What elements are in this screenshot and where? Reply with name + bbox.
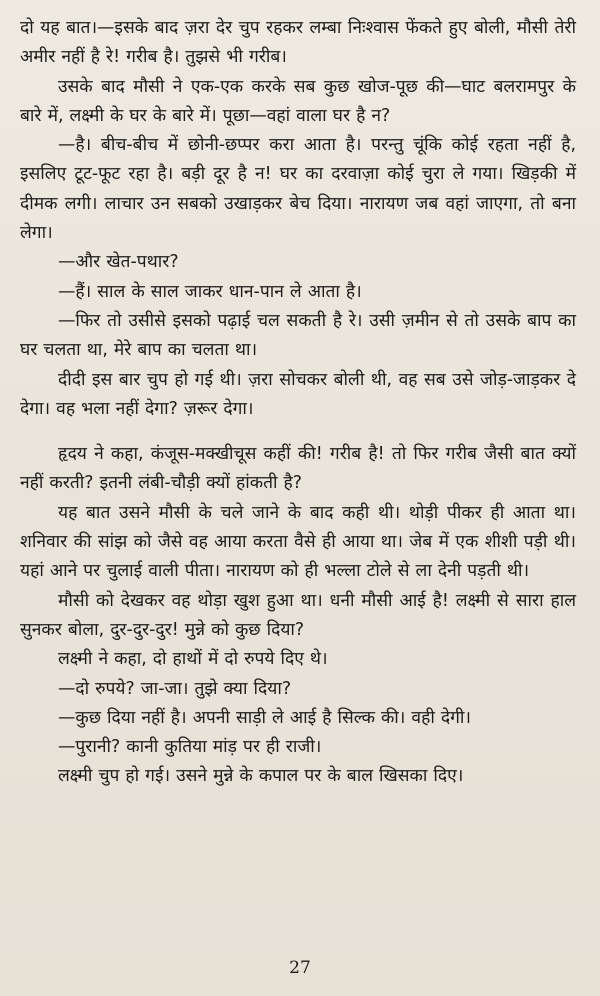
paragraph: —फिर तो उसीसे इसको पढ़ाई चल सकती है रे। उसी ज़मीन से तो उसके बाप का घर चलता था, मेरे बाप का चलता था। xyxy=(20,310,576,361)
paragraph: —और खेत-पथार? xyxy=(58,252,179,273)
paragraph: —पुरानी? कानी कुतिया मांड़ पर ही राजी। xyxy=(58,737,322,758)
paragraph: —है। बीच-बीच में छोनी-छप्पर करा आता है। परन्तु चूंकि कोई रहता नहीं है, इसलिए टूट-फूट रहा है। बड़ी दूर है न! घर का दरवाज़ा कोई चुरा ले गया। खिड़की में दीमक लगी। लाचार उन सबको उखाड़कर बेच दिया। नारायण जब वहां जाएगा, तो बना लेगा। xyxy=(20,135,576,244)
body-text xyxy=(20,14,576,792)
page-number: 27 xyxy=(289,958,311,978)
paragraph: दीदी इस बार चुप हो गई थी। ज़रा सोचकर बोली थी, वह सब उसे जोड़-जाड़कर दे देगा। वह भला नहीं देगा? ज़रूर देगा। xyxy=(20,369,576,419)
paragraph: —हैं। साल के साल जाकर धान-पान ले आता है। xyxy=(58,281,362,302)
paragraph: —कुछ दिया नहीं है। अपनी साड़ी ले आई है सिल्क की। वही देगी। xyxy=(58,707,471,728)
paragraph: लक्ष्मी ने कहा, दो हाथों में दो रुपये दिए थे। xyxy=(58,649,328,670)
paragraph: मौसी को देखकर वह थोड़ा खुश हुआ था। धनी मौसी आई है! लक्ष्मी से सारा हाल सुनकर बोला, दुर-दुर-दुर! मुन्ने को कुछ दिया? xyxy=(20,590,576,640)
paragraph: दो यह बात।—इसके बाद ज़रा देर चुप रहकर लम्बा निःश्वास फेंकते हुए बोली, मौसी तेरी अमीर नहीं है रे! गरीब है। तुझसे भी गरीब। xyxy=(20,18,576,68)
paragraph: यह बात उसने मौसी के चले जाने के बाद कही थी। थोड़ी पीकर ही आता था। शनिवार की सांझ को जैसे वह आया करता वैसे ही आया था। जेब में एक शीशी पड़ी थी। यहां आने पर चुलाई वाली पीता। नारायण को ही भल्ला टोले से ला देनी पड़ती थी। xyxy=(20,502,576,582)
paragraph: उसके बाद मौसी ने एक-एक करके सब कुछ खोज-पूछ की—घाट बलरामपुर के बारे में, लक्ष्मी के घर के बारे में। पूछा—वहां वाला घर है न? xyxy=(20,76,576,126)
paragraph: हृदय ने कहा, कंजूस-मक्खीचूस कहीं की! गरीब है! तो फिर गरीब जैसी बात क्यों नहीं करती? इतनी लंबी-चौड़ी क्यों हांकती है? xyxy=(20,444,576,494)
paragraph: —दो रुपये? जा-जा। तुझे क्या दिया? xyxy=(58,678,292,699)
paragraph: लक्ष्मी चुप हो गई। उसने मुन्ने के कपाल पर के बाल खिसका दिए। xyxy=(58,766,464,787)
